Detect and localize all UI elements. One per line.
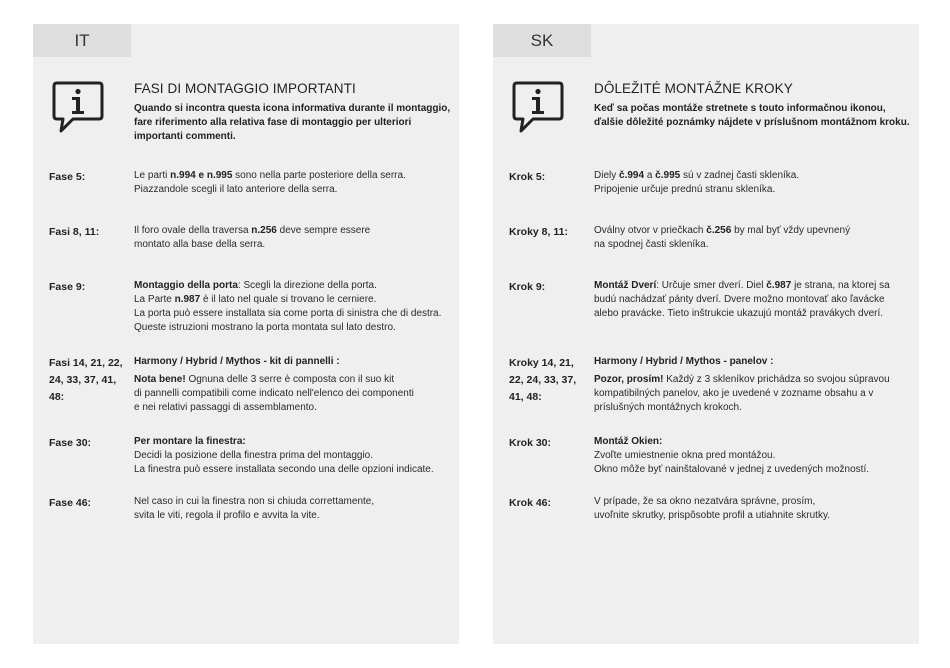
step-text: Oválny otvor v priečkach č.256 by mal byť vždy upevnený na spodnej časti skleníka. (594, 225, 851, 250)
step-label: Kroky 8, 11: (509, 226, 568, 238)
intro-text: Keď sa počas montáže stretnete s touto informačnou ikonou, ďalšie dôležité poznámky nájdete v príslušnom montážnom kroku. (594, 103, 910, 128)
step-text: V prípade, že sa okno nezatvára správne, prosím, uvoľnite skrutky, prispôsobte profil a utiahnite skrutky. (594, 496, 830, 521)
info-icon (511, 80, 565, 136)
step-text: Montaggio della porta: Scegli la direzione della porta. La Parte n.987 è il lato nel quale si trovano le cerniere. La porta può essere installata sia come porta di sinistra che di destra. Queste istruzioni mostrano la porta montata sul lato destro. (134, 280, 442, 333)
step-text: Harmony / Hybrid / Mythos - panelov : Pozor, prosím! Každý z 3 skleníkov prichádza so svojou súpravou kompatibilných panelov, ako je uvedené v zozname obsahu a v príslušných montážnych krokoch. (594, 356, 890, 413)
step-text: Montáž Okien: Zvoľte umiestnenie okna pred montážou. Okno môže byť nainštalované v jednej z uvedených možností. (594, 436, 870, 475)
step-label: Fasi 14, 21, 22, 24, 33, 37, 41, 48: (49, 357, 123, 403)
panel-it (33, 24, 459, 644)
info-icon (51, 80, 105, 136)
step-text: Harmony / Hybrid / Mythos - kit di pannelli : Nota bene! Ognuna delle 3 serre è composta con il suo kit di pannelli compatibili come indicato nell'elenco dei componenti e nei relativi passaggi di assemblamento. (134, 356, 414, 413)
step-text: Il foro ovale della traversa n.256 deve sempre essere montato alla base della serra. (134, 225, 371, 250)
step-label: Fase 46: (49, 497, 92, 509)
step-label: Fase 5: (49, 171, 86, 183)
language-tab-sk: SK (493, 24, 591, 57)
step-label: Fase 30: (49, 437, 92, 449)
section-title: DÔLEŽITÉ MONTÁŽNE KROKY (594, 81, 793, 96)
step-label: Krok 5: (509, 171, 546, 183)
step-label: Fasi 8, 11: (49, 226, 100, 238)
step-label: Krok 46: (509, 497, 552, 509)
step-text: Nel caso in cui la finestra non si chiuda correttamente, svita le viti, regola il profilo e avvita la vite. (134, 496, 375, 521)
step-text: Montáž Dverí: Určuje smer dverí. Diel č.987 je strana, na ktorej sa budú nachádzať pánty dverí. Dvere možno montovať ako ľavácke alebo pravácke. Tieto inštrukcie ukazujú montáž pravákych dverí. (594, 280, 890, 319)
language-tab-it: IT (33, 24, 131, 57)
step-text: Per montare la finestra: Decidi la posizione della finestra prima del montaggio. La finestra può essere installata secondo una delle opzioni indicate. (134, 436, 434, 475)
step-text: Le parti n.994 e n.995 sono nella parte posteriore della serra. Piazzandole scegli il lato anteriore della serra. (134, 170, 406, 195)
section-title: FASI DI MONTAGGIO IMPORTANTI (134, 81, 356, 96)
step-text: Diely č.994 a č.995 sú v zadnej časti skleníka. Pripojenie určuje prednú stranu skleníka. (594, 170, 800, 195)
step-label: Krok 9: (509, 281, 546, 293)
step-label: Kroky 14, 21, 22, 24, 33, 37, 41, 48: (509, 357, 577, 403)
intro-text: Quando si incontra questa icona informativa durante il montaggio, fare riferimento alla relativa fase di montaggio per ulteriori importanti commenti. (134, 103, 451, 142)
step-label: Fase 9: (49, 281, 86, 293)
step-label: Krok 30: (509, 437, 552, 449)
panel-sk (493, 24, 919, 644)
